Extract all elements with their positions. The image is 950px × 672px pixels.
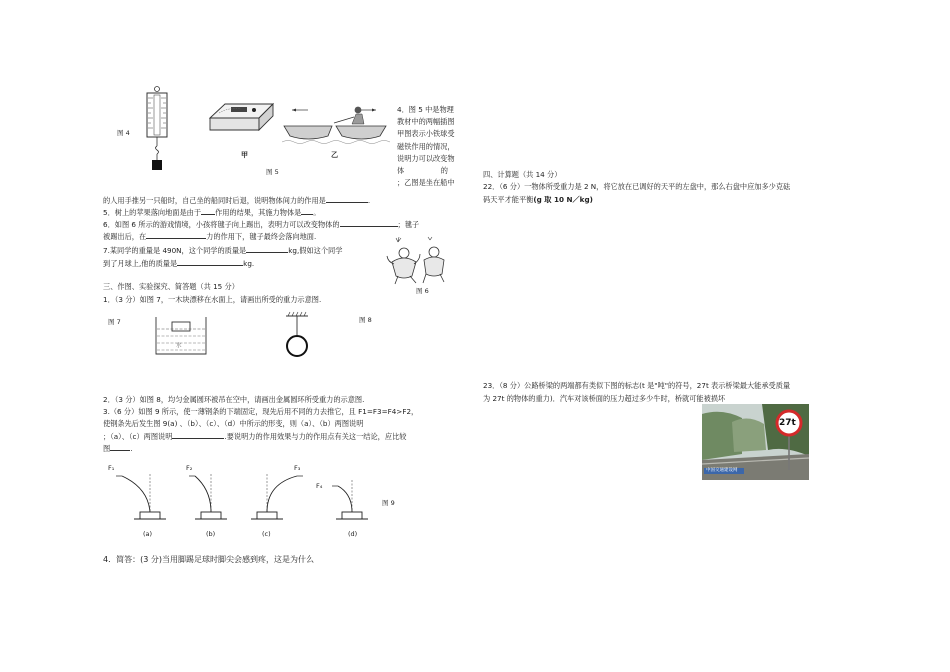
sub-label: (d) (348, 530, 358, 538)
q6-line2-text: 被踢出后，在 (103, 232, 147, 241)
q6-line2 (103, 231, 316, 241)
fig4-label: 图 4 (117, 129, 130, 137)
s3-q3-line4 (103, 443, 133, 453)
q4-line: 教材中的两幅插图 (397, 117, 455, 127)
q22-given: (g 取 10 N／kg) (533, 195, 593, 204)
s3-q2: 2．（3 分）如图 8，均匀金属圆环被吊在空中，请画出金属圆环所受重力的示意图. (103, 395, 365, 404)
q4-line: 磁铁作用的情况， (397, 141, 455, 151)
section3-title: 三、作图、实验探究、简答题（共 15 分） (103, 282, 239, 291)
q23-line2: 为 27t 的物体的重力)．汽车对该桥面的压力超过多少牛时，桥就可能被损坏 (483, 394, 726, 403)
photo-watermark: 中国交通建设网 (706, 468, 738, 473)
water-label: 水 (176, 343, 182, 349)
q5-text-start: 5．树上的苹果落向地面是由于 (103, 208, 202, 217)
answer-blank[interactable] (172, 431, 224, 439)
fig6-caption: 图 6 (416, 287, 429, 295)
q22-line1: 22．（6 分）一物体所受重力是 2 N，将它放在已调好的天平的左盘中，那么右盘中应加多少克砝 (483, 182, 791, 191)
answer-blank[interactable] (326, 195, 371, 205)
q4-tail-end: . (367, 196, 371, 205)
steel-strip-a (110, 466, 170, 528)
s3-q3-line1: 3.（6 分）如图 9 所示，使一薄钢条的下端固定，现先后用不同的力去推它，且 F1=F3=F4>F2， (103, 407, 419, 416)
q7-line1 (103, 245, 342, 255)
q7-line2-end: kg. (243, 259, 255, 268)
q7-line1-end: kg,假如这个同学 (288, 246, 343, 255)
s3-q3-line2: 使钢条先后发生图 9(a) 、（b）、（c）、（d）中所示的形变，则（a）、（b）两图说明 (103, 419, 364, 428)
q4-line: 体 的 (397, 165, 448, 175)
force-label: F₃ (294, 464, 301, 472)
steel-strip-b (185, 466, 235, 528)
answer-blank[interactable] (301, 207, 313, 215)
steel-strip-c (255, 466, 315, 528)
answer-blank[interactable] (340, 219, 398, 227)
q6-line1 (103, 219, 419, 229)
q4-line: 说明力可以改变物 (397, 153, 455, 163)
fig5-yi-label: 乙 (331, 151, 338, 159)
q4-line: 甲图表示小铁球受 (397, 129, 455, 139)
hanging-ring-figure (284, 312, 310, 358)
road-sign-photo (702, 404, 809, 480)
q6-line1-end: ；毽子 (397, 220, 420, 229)
fig5-caption: 图 5 (266, 168, 279, 176)
q7-line1-text: 7.某同学的重量是 490N，这个同学的质量是 (103, 246, 247, 255)
force-label: F₂ (186, 464, 193, 472)
section4-title: 四、计算题（共 14 分） (483, 170, 562, 179)
fig8-label: 图 8 (359, 316, 372, 324)
water-tank-figure (153, 315, 209, 357)
boats-figure (282, 104, 392, 150)
steel-strip-d (330, 466, 380, 528)
q5-text-end: 。 (313, 208, 321, 217)
s3-q4: 4．简答：(3 分)当用脚踢足球时脚尖会感到疼，这是为什么 (103, 555, 314, 564)
sub-label: (b) (206, 530, 216, 538)
q22-line2-text: 码天平才能平衡 (483, 195, 534, 204)
force-label: F₁ (108, 464, 115, 472)
q4-line: 4．图 5 中是物理 (397, 105, 454, 114)
magnet-ball-figure (207, 100, 277, 146)
spring-balance-figure (140, 86, 180, 176)
q6-line1-text: 6．如图 6 所示的游戏情境，小孩将毽子向上踢出，表明力可以改变物体的 (103, 220, 340, 229)
sub-label: (c) (262, 530, 271, 538)
sign-text: 27t (779, 418, 796, 428)
s3-q1: 1．（3 分）如图 7，一木块漂移在水面上，请画出所受的重力示意图. (103, 295, 322, 304)
s3-q3-line3-end: .要说明力的作用效果与力的作用点有关这一结论，应比较 (224, 432, 407, 441)
q4-tail (103, 195, 370, 205)
q5-text (103, 207, 320, 217)
q4-line: ；乙图是坐在船中 (397, 178, 455, 188)
q6-line2-end: 力的作用下，毽子最终会落向地面. (206, 232, 317, 241)
q7-line2-text: 到了月球上,他的质量是 (103, 259, 178, 268)
fig9-label: 图 9 (382, 499, 395, 507)
answer-blank[interactable] (246, 245, 288, 253)
s3-q3-line4-text: 图 (103, 444, 111, 453)
sub-label: (a) (143, 530, 153, 538)
force-label: F₄ (316, 482, 323, 490)
q22-line2 (483, 195, 593, 204)
answer-blank[interactable] (201, 207, 215, 215)
s3-q3-line3-text: ；（a）、（c）两图说明 (103, 432, 173, 441)
q7-line2 (103, 258, 254, 268)
s3-q3-line3 (103, 431, 406, 441)
answer-blank[interactable] (177, 258, 243, 266)
fig7-label: 图 7 (108, 318, 121, 326)
fig5-jia-label: 甲 (241, 151, 248, 159)
answer-blank[interactable] (146, 231, 206, 239)
q23-line1: 23．（8 分）公路桥梁的两端都有类似下图的标志(t 是"吨"的符号，27t 表示桥梁最大能承受质量 (483, 381, 791, 390)
q4-tail-text: 的人用手推另一只船时，自己坐的船同时后退，说明物体间力的作用是 (103, 196, 326, 205)
q5-text-mid: 作用的结果，其施力物体是 (215, 208, 302, 217)
q4-text-block (397, 105, 467, 190)
s3-q3-line4-end: . (130, 444, 133, 453)
shuttlecock-figure (384, 236, 456, 286)
answer-blank[interactable] (110, 443, 133, 453)
